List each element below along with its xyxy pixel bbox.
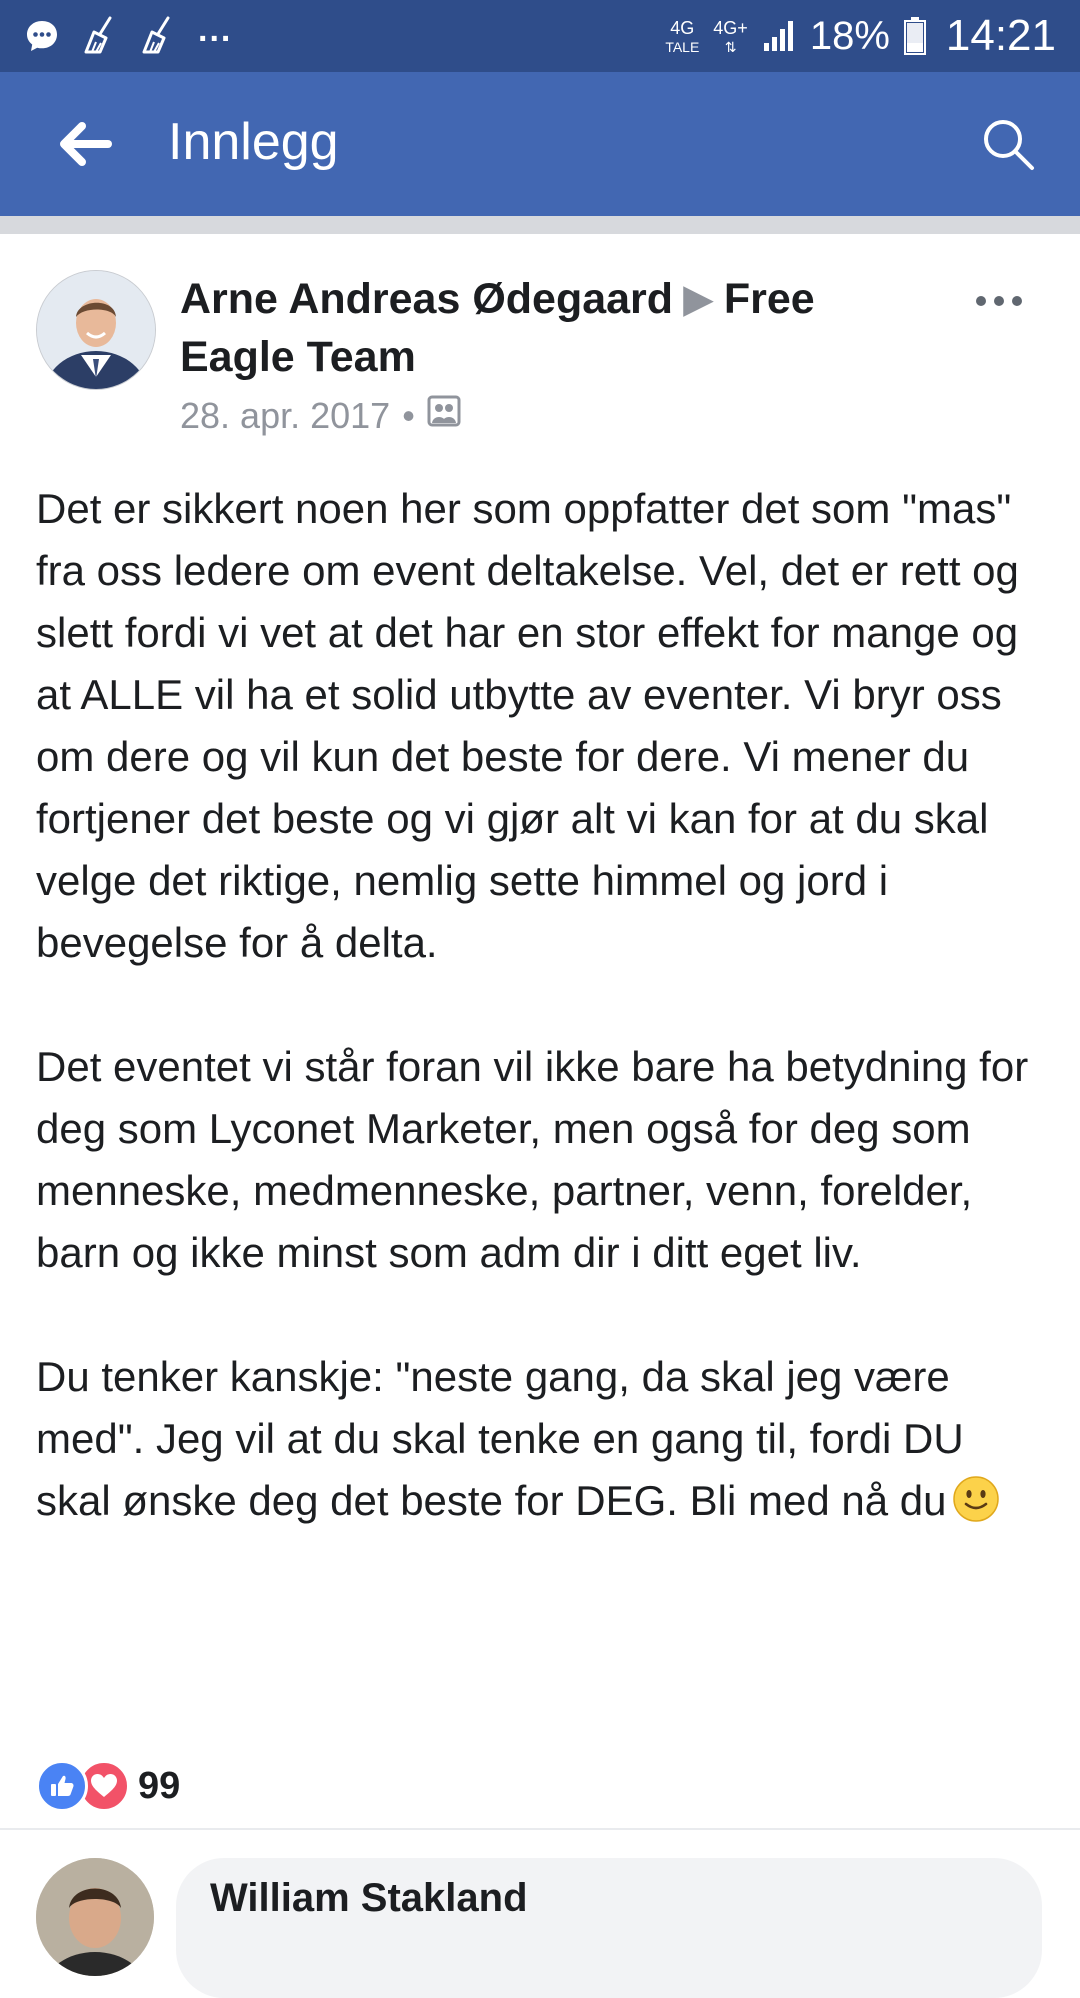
smiley-icon [952,1475,1000,1540]
app-bar [0,72,1080,216]
more-notifications-indicator: ... [198,10,233,49]
broom-icon [82,16,118,56]
battery-percent: 18% [809,13,890,58]
group-photo-icon [427,394,461,437]
broom-icon [140,16,176,56]
more-options-icon[interactable] [974,294,1024,308]
post-paragraph-text: Du tenker kanskje: "neste gang, da skal jeg være med". Jeg vil at du skal tenke en gang til, fordi DU skal ønske deg det beste for DEG. Bli med nå du [36,1353,964,1524]
status-bar [0,0,1080,72]
battery-icon [904,17,926,55]
post-paragraph-last [36,1346,1046,1540]
post-date[interactable]: 28. apr. 2017 [180,394,391,436]
reactions-summary[interactable] [36,1760,180,1812]
comments-divider [0,1828,1080,1830]
like-icon [36,1760,88,1812]
post-meta [180,394,461,437]
arrow-left-icon[interactable] [56,118,112,170]
data-arrows-icon: ⇅ [724,38,737,55]
section-divider [0,216,1080,234]
post-body [36,478,1046,1540]
network-4g-plus-label: 4G+ [713,17,748,38]
author-name[interactable]: Arne Andreas Ødegaard [180,275,674,323]
group-name[interactable]: Free Eagle Team [180,275,815,381]
post-paragraph: Det eventet vi står foran vil ikke bare ha betydning for deg som Lyconet Marketer, men også for deg som menneske, medmenneske, partner, venn, forelder, barn og ikke minst som adm dir i ditt eget liv. [36,1043,1029,1276]
network-4g-indicator [665,19,699,54]
network-tale-label: TALE [665,38,700,55]
messenger-icon [24,18,60,54]
commenter-name[interactable]: William Stakland [210,1876,528,1920]
reaction-count: 99 [138,1764,181,1807]
network-4g-plus-indicator [713,19,748,54]
search-icon[interactable] [980,116,1036,172]
meta-separator: • [402,394,415,436]
author-avatar[interactable] [36,270,156,390]
page-title: Innlegg [168,113,339,171]
post-paragraph: Det er sikkert noen her som oppfatter det som "mas" fra oss ledere om event deltakelse. Vel, det er rett og slett fordi vi vet at det har en stor effekt for mange og at ALLE vil ha et solid utbytte av eventer. Vi bryr oss om dere og vil kun det beste for dere. Vi mener du fortjener det beste og vi gjør alt vi kan for at du skal velge det riktige, nemlig sette himmel og jord i bevegelse for å delta. [36,485,1019,966]
post-header [180,270,900,386]
signal-icon [762,19,796,53]
clock: 14:21 [945,11,1056,60]
commenter-avatar[interactable] [36,1858,154,1976]
shared-to-arrow: ▶ [683,277,714,321]
network-4g-label: 4G [670,17,695,38]
